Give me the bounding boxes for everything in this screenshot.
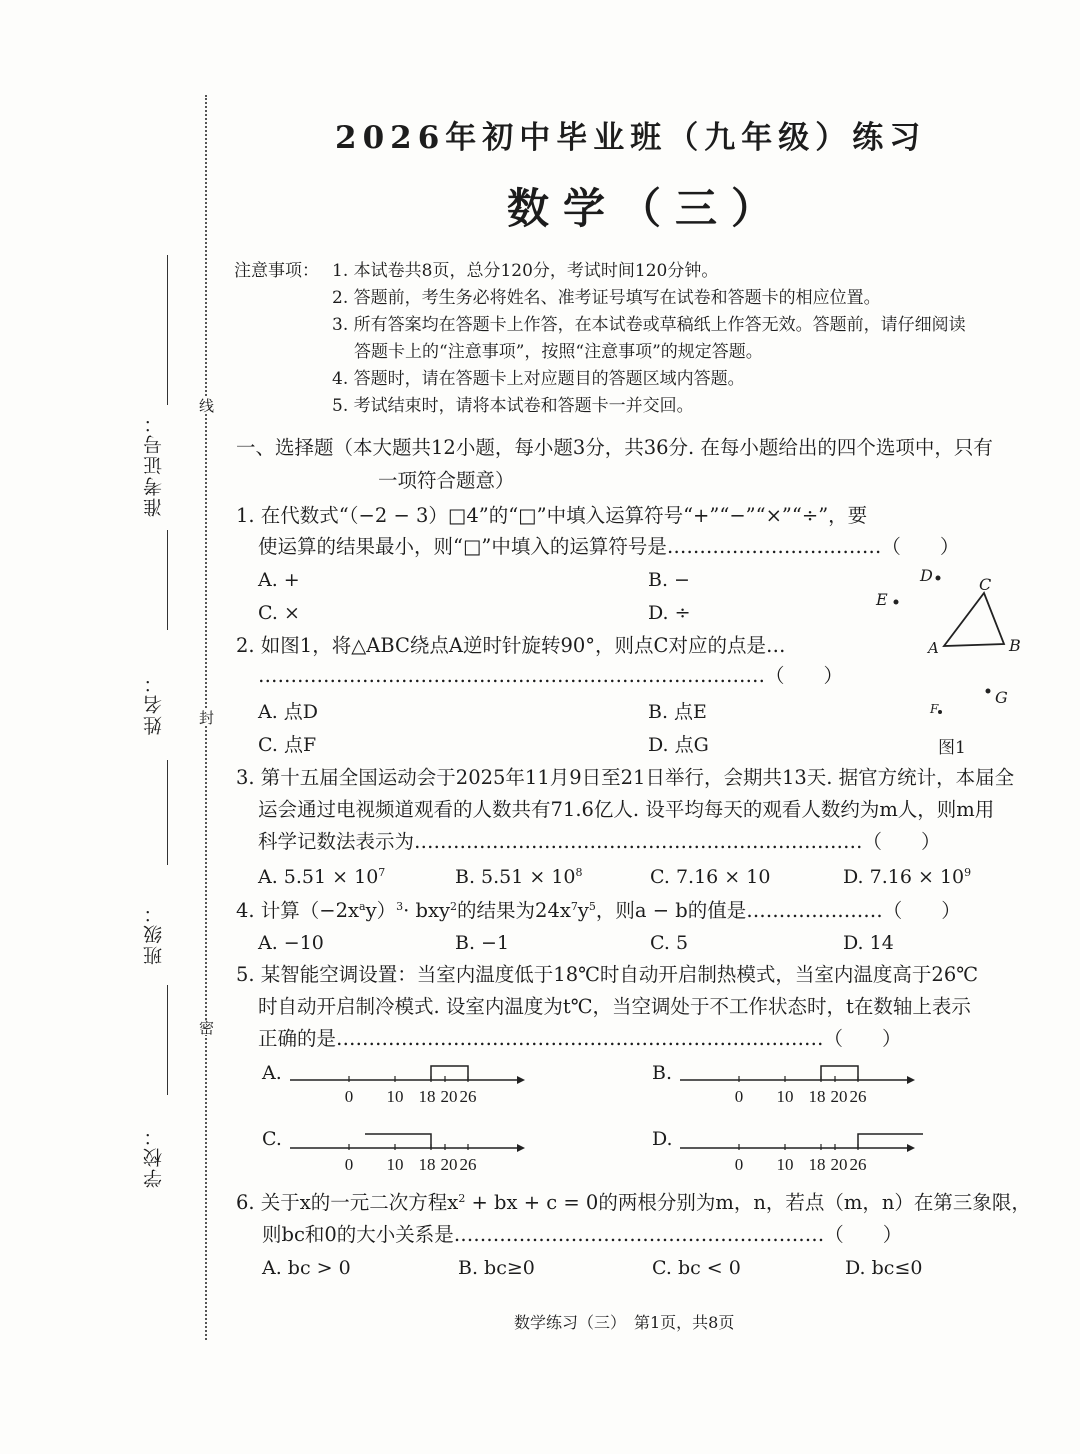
point-e	[894, 600, 899, 605]
page-footer: 数学练习（三） 第1页，共8页	[514, 1313, 735, 1332]
q4-exp: 5	[588, 900, 596, 913]
q1-option-a: A. +	[258, 569, 300, 591]
question-5-text: 时自动开启制冷模式. 设室内温度为t℃，当空调处于不工作状态时，t在数轴上表示	[258, 995, 971, 1018]
label-f: F	[930, 702, 939, 716]
q5-option-a: A.	[262, 1062, 282, 1084]
option-exponent: 7	[378, 866, 386, 879]
tick-label: 10	[776, 1155, 794, 1174]
option-base: B. 5.51 × 10	[455, 866, 576, 888]
tick-label: 10	[386, 1155, 404, 1174]
option-base: C. 7.16 × 10	[650, 866, 771, 888]
point-d	[936, 576, 941, 581]
number-line-c	[285, 1124, 535, 1178]
range-mark	[431, 1066, 468, 1080]
rule-line	[167, 760, 168, 865]
option-exponent: 9	[964, 866, 972, 879]
range-mark	[365, 1134, 431, 1148]
option-base: D. 7.16 × 10	[843, 866, 965, 888]
number-line-b	[675, 1056, 925, 1110]
q6-exp: 2	[458, 1192, 466, 1205]
q4-exp: 3	[396, 900, 404, 913]
range-mark	[821, 1066, 858, 1080]
q6-option-c: C. bc < 0	[652, 1257, 741, 1279]
tick-label: 26	[849, 1087, 867, 1106]
label-g: G	[995, 688, 1008, 707]
option-base: A. 5.51 × 10	[258, 866, 379, 888]
axis-arrow	[907, 1076, 915, 1084]
student-id-label: 准考证号：	[143, 412, 165, 517]
tick-label: 20	[830, 1155, 848, 1174]
q4-exp: 2	[450, 900, 458, 913]
q4-part: · bxy	[403, 899, 451, 922]
figure-1-svg	[868, 560, 1048, 760]
label-d: D	[920, 566, 933, 585]
question-2-text: ……………………………………………………………………（ ）	[258, 664, 844, 687]
question-6-text: 则bc和0的大小关系是…………………………………………………（ ）	[262, 1223, 903, 1246]
rule-line	[167, 255, 168, 405]
notes-label: 注意事项：	[234, 261, 319, 281]
tick-label: 18	[418, 1155, 436, 1174]
question-3-text: 3. 第十五届全国运动会于2025年11月9日至21日举行，会期共13天. 据官方统计，本届全	[236, 766, 1015, 789]
label-b: B	[1009, 636, 1021, 655]
q4-exp: 7	[570, 900, 578, 913]
q1-option-c: C. ×	[258, 602, 300, 624]
range-mark	[858, 1134, 923, 1148]
question-2-text: 2. 如图1，将△ABC绕点A逆时针旋转90°，则点C对应的点是…	[236, 634, 786, 657]
note-item: 4. 答题时，请在答题卡上对应题目的答题区域内答题。	[332, 369, 745, 389]
q6-part: + bx + c = 0的两根分别为m，n，若点（m，n）在第三象限，	[465, 1191, 1031, 1214]
tick-label: 26	[459, 1155, 477, 1174]
axis-arrow	[517, 1144, 525, 1152]
tick-label: 20	[440, 1087, 458, 1106]
q4-part: y	[577, 899, 589, 922]
question-4-text	[236, 896, 961, 926]
seal-text-feng: 封	[197, 710, 215, 725]
q6-option-d: D. bc≤0	[845, 1257, 923, 1279]
q6-part: 6. 关于x的一元二次方程x	[236, 1191, 459, 1214]
tick-label: 10	[776, 1087, 794, 1106]
q4-part: ，则a − b的值是…………………（ ）	[595, 899, 961, 922]
q5-option-b: B.	[652, 1062, 673, 1084]
tick-label: 20	[830, 1087, 848, 1106]
tick-label: 26	[849, 1155, 867, 1174]
q6-option-a: A. bc > 0	[262, 1257, 351, 1279]
q4-option-c: C. 5	[650, 932, 689, 954]
question-3-text: 运会通过电视频道观看的人数共有71.6亿人. 设平均每天的观看人数约为m人，则m用	[258, 798, 995, 821]
subject-title: 数学（三）	[507, 184, 788, 233]
q4-part: 的结果为24x	[457, 899, 571, 922]
q3-option-c	[650, 862, 770, 892]
seal-text-mi: 密	[197, 1020, 215, 1035]
number-line-a	[285, 1056, 535, 1110]
q2-option-d: D. 点G	[648, 734, 709, 756]
number-line-d	[675, 1124, 925, 1178]
q1-option-b: B. −	[648, 569, 690, 591]
seal-text-line: 线	[197, 398, 215, 413]
school-label: 学校：	[143, 1125, 165, 1188]
label-c: C	[979, 575, 992, 594]
name-label: 姓名：	[143, 672, 165, 735]
question-5-text: 正确的是…………………………………………………………………（ ）	[258, 1027, 902, 1050]
figure-1-caption: 图1	[938, 738, 966, 758]
point-g	[986, 689, 991, 694]
tick-label: 18	[808, 1155, 826, 1174]
section-heading: 一、选择题（本大题共12小题，每小题3分，共36分. 在每小题给出的四个选项中，只有	[236, 436, 993, 459]
question-1-text: 使运算的结果最小，则“□”中填入的运算符号是……………………………（ ）	[258, 535, 960, 558]
note-item: 1. 本试卷共8页，总分120分，考试时间120分钟。	[332, 261, 719, 281]
rule-line	[167, 530, 168, 630]
note-item: 3. 所有答案均在答题卡上作答，在本试卷或草稿纸上作答无效。答题前，请仔细阅读	[332, 315, 966, 335]
exam-title: 2026年初中毕业班（九年级）练习	[335, 120, 927, 156]
question-3-text: 科学记数法表示为……………………………………………………………（ ）	[258, 830, 941, 853]
note-item: 答题卡上的“注意事项”，按照“注意事项”的规定答题。	[354, 342, 763, 362]
tick-label: 0	[734, 1087, 744, 1106]
label-a: A	[928, 639, 939, 657]
q4-part: 4. 计算（−2x	[236, 899, 360, 922]
tick-label: 0	[734, 1155, 744, 1174]
q3-option-d	[843, 862, 971, 892]
q6-option-b: B. bc≥0	[458, 1257, 535, 1279]
question-6-text	[236, 1188, 1031, 1218]
q3-option-a	[258, 862, 385, 892]
figure-1	[868, 560, 1048, 760]
tick-label: 0	[344, 1087, 354, 1106]
q5-option-d: D.	[652, 1128, 673, 1150]
point-f	[938, 710, 942, 714]
q2-option-a: A. 点D	[258, 701, 319, 723]
note-item: 2. 答题前，考生务必将姓名、准考证号填写在试卷和答题卡的相应位置。	[332, 288, 881, 308]
note-item: 5. 考试结束时，请将本试卷和答题卡一并交回。	[332, 396, 694, 416]
q3-option-b	[455, 862, 583, 892]
tick-label: 20	[440, 1155, 458, 1174]
tick-label: 18	[418, 1087, 436, 1106]
axis-arrow	[517, 1076, 525, 1084]
q2-option-b: B. 点E	[648, 701, 707, 723]
q4-option-d: D. 14	[843, 932, 894, 954]
question-5-text: 5. 某智能空调设置：当室内温度低于18℃时自动开启制热模式，当室内温度高于26℃	[236, 963, 979, 986]
label-e: E	[876, 590, 888, 609]
tick-label: 0	[344, 1155, 354, 1174]
q1-option-d: D. ÷	[648, 602, 691, 624]
triangle-abc	[944, 593, 1004, 646]
tick-label: 10	[386, 1087, 404, 1106]
tick-label: 18	[808, 1087, 826, 1106]
q2-option-c: C. 点F	[258, 734, 317, 756]
class-label: 班级：	[143, 902, 165, 965]
q5-option-c: C.	[262, 1128, 282, 1150]
q4-option-b: B. −1	[455, 932, 510, 954]
question-1-text: 1. 在代数式“（−2 − 3）□4”的“□”中填入运算符号“+”“−”“×”“÷”，要	[236, 504, 868, 527]
tick-label: 26	[459, 1087, 477, 1106]
q4-part: y）	[365, 899, 397, 922]
q4-exp: a	[359, 900, 366, 913]
axis-arrow	[907, 1144, 915, 1152]
section-heading-cont: 一项符合题意）	[378, 469, 515, 492]
option-exponent: 8	[575, 866, 583, 879]
q4-option-a: A. −10	[258, 932, 324, 954]
rule-line	[167, 985, 168, 1095]
